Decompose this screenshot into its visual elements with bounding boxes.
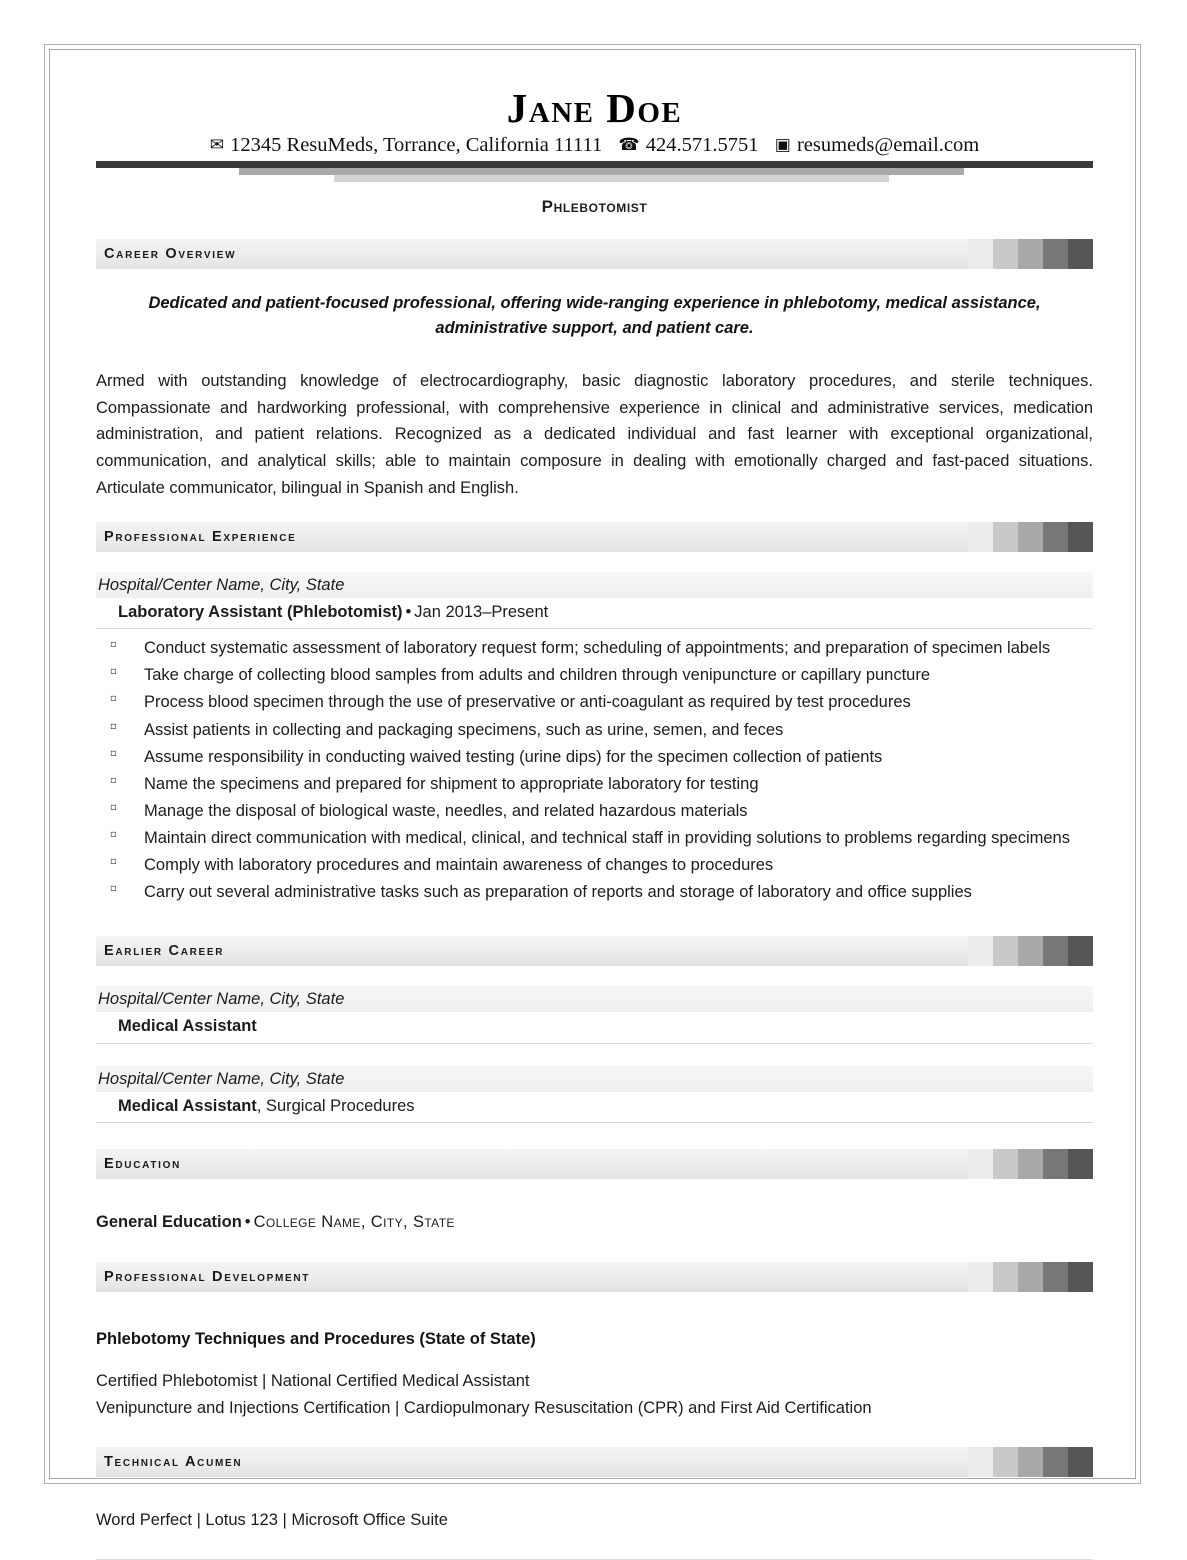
section-title-earlier-career: Earlier Career xyxy=(104,942,225,959)
candidate-name: Jane Doe xyxy=(506,85,683,131)
list-item xyxy=(96,689,1093,715)
earlier-role-2: Medical Assistant xyxy=(118,1096,257,1115)
header-rule-stack xyxy=(96,161,1093,183)
swatch-group-technical-acumen xyxy=(968,1447,1093,1477)
earlier-role-1: Medical Assistant xyxy=(118,1017,257,1036)
section-header-education xyxy=(96,1149,1093,1179)
spacer xyxy=(96,906,1093,936)
swatch-2 xyxy=(993,239,1018,269)
experience-bullet-list xyxy=(96,635,1093,905)
spacer xyxy=(96,556,1093,572)
swatch-group-earlier-career xyxy=(968,936,1093,966)
section-title-professional-development: Professional Development xyxy=(104,1268,311,1285)
swatch-1 xyxy=(968,1447,993,1477)
square-bullet-icon: ▫ xyxy=(110,855,117,867)
section-title-technical-acumen: Technical Acumen xyxy=(104,1453,243,1470)
career-summary: Dedicated and patient-focused professional, offering wide-ranging experience in phlebotomy, medical assistance, administrative support, and patient care. xyxy=(148,293,1041,338)
list-item xyxy=(96,744,1093,770)
job-title: Phlebotomist xyxy=(541,196,648,216)
swatch-3 xyxy=(1018,522,1043,552)
header-rule-mid xyxy=(239,168,964,175)
list-item xyxy=(96,771,1093,797)
spacer xyxy=(96,1044,1093,1066)
list-item xyxy=(96,852,1093,878)
experience-role-line xyxy=(96,598,1093,626)
list-item xyxy=(96,825,1093,851)
education-school: College Name, City, State xyxy=(253,1213,455,1232)
education-degree: General Education xyxy=(96,1213,242,1232)
swatch-1 xyxy=(968,239,993,269)
swatch-5 xyxy=(1068,1447,1093,1477)
swatch-3 xyxy=(1018,1149,1043,1179)
development-heading: Phlebotomy Techniques and Procedures (State of State) xyxy=(96,1329,536,1348)
square-bullet-icon: ▫ xyxy=(110,693,117,705)
experience-divider xyxy=(96,628,1093,629)
swatch-1 xyxy=(968,1149,993,1179)
header-rule-dark xyxy=(96,161,1093,168)
list-item xyxy=(96,879,1093,905)
list-item xyxy=(96,635,1093,661)
experience-dates: Jan 2013–Present xyxy=(414,602,549,621)
swatch-1 xyxy=(968,522,993,552)
experience-role: Laboratory Assistant (Phlebotomist) xyxy=(118,602,403,621)
swatch-group-professional-development xyxy=(968,1262,1093,1292)
swatch-3 xyxy=(1018,936,1043,966)
technical-acumen-line: Word Perfect | Lotus 123 | Microsoft Office Suite xyxy=(96,1510,448,1529)
spacer xyxy=(96,1123,1093,1149)
swatch-2 xyxy=(993,936,1018,966)
swatch-4 xyxy=(1043,1262,1068,1292)
square-bullet-icon: ▫ xyxy=(110,666,117,678)
swatch-4 xyxy=(1043,1447,1068,1477)
section-header-technical-acumen xyxy=(96,1447,1093,1477)
section-header-professional-development xyxy=(96,1262,1093,1292)
spacer xyxy=(96,1481,1093,1507)
bullet-text: Assume responsibility in conducting waived testing (urine dips) for the specimen collection of patients xyxy=(144,747,883,766)
computer-icon: ▣ xyxy=(774,134,791,155)
development-line-1: Certified Phlebotomist | National Certified Medical Assistant xyxy=(96,1372,530,1391)
spacer xyxy=(96,970,1093,986)
spacer xyxy=(96,1421,1093,1447)
spacer xyxy=(96,1183,1093,1209)
square-bullet-icon: ▫ xyxy=(110,639,117,651)
square-bullet-icon: ▫ xyxy=(110,882,117,894)
swatch-4 xyxy=(1043,522,1068,552)
list-item xyxy=(96,662,1093,688)
swatch-3 xyxy=(1018,1262,1043,1292)
square-bullet-icon: ▫ xyxy=(110,774,117,786)
bullet-text: Process blood specimen through the use of preservative or anti-coagulant as required by test procedures xyxy=(144,693,911,712)
section-title-education: Education xyxy=(104,1156,182,1173)
swatch-group-education xyxy=(968,1149,1093,1179)
list-item xyxy=(96,798,1093,824)
swatch-5 xyxy=(1068,1262,1093,1292)
swatch-3 xyxy=(1018,1447,1043,1477)
career-paragraph: Armed with outstanding knowledge of electrocardiography, basic diagnostic laboratory procedures, and sterile techniques. Compassionate and hardworking professional, with comprehensive experience in clinical and administrative services, medication administration, and patient relations. Recognized as a dedicated individual and fast learner with exceptional organizational, communication, and analytical skills; able to maintain composure in dealing with emotionally charged and fast-paced situations. Articulate communicator, bilingual in Spanish and English. xyxy=(96,372,1093,497)
section-title-professional-experience: Professional Experience xyxy=(104,528,297,545)
bullet-text: Assist patients in collecting and packaging specimens, such as urine, semen, and feces xyxy=(144,720,784,739)
spacer xyxy=(96,1236,1093,1262)
earlier-role-line-2 xyxy=(96,1092,1093,1120)
swatch-1 xyxy=(968,936,993,966)
page-border-outer xyxy=(44,44,1141,1529)
earlier-role-detail-2: , Surgical Procedures xyxy=(256,1096,415,1115)
experience-separator: • xyxy=(405,602,412,621)
contact-address: 12345 ResuMeds, Torrance, California 11111 xyxy=(230,133,603,156)
earlier-role-line-1 xyxy=(96,1012,1093,1040)
education-entry xyxy=(96,1209,1093,1235)
swatch-5 xyxy=(1068,239,1093,269)
swatch-group-professional-experience xyxy=(968,522,1093,552)
swatch-2 xyxy=(993,522,1018,552)
section-title-career-overview: Career Overview xyxy=(104,245,237,262)
bullet-text: Carry out several administrative tasks such as preparation of reports and storage of laboratory and office supplies xyxy=(144,882,972,901)
list-item xyxy=(96,717,1093,743)
earlier-company-2: Hospital/Center Name, City, State xyxy=(96,1066,1093,1092)
swatch-4 xyxy=(1043,936,1068,966)
swatch-2 xyxy=(993,1149,1018,1179)
mailbox-icon: ✉ xyxy=(209,134,225,155)
square-bullet-icon: ▫ xyxy=(110,747,117,759)
bullet-text: Manage the disposal of biological waste, needles, and related hazardous materials xyxy=(144,801,748,820)
earlier-company-1: Hospital/Center Name, City, State xyxy=(96,986,1093,1012)
swatch-5 xyxy=(1068,1149,1093,1179)
swatch-group-career-overview xyxy=(968,239,1093,269)
swatch-5 xyxy=(1068,936,1093,966)
swatch-1 xyxy=(968,1262,993,1292)
education-separator: • xyxy=(244,1213,251,1232)
bullet-text: Name the specimens and prepared for shipment to appropriate laboratory for testing xyxy=(144,774,759,793)
square-bullet-icon: ▫ xyxy=(110,801,117,813)
square-bullet-icon: ▫ xyxy=(110,720,117,732)
contact-line xyxy=(96,134,1093,157)
contact-phone: 424.571.5751 xyxy=(645,133,759,156)
header-rule-light xyxy=(334,175,889,182)
resume-document xyxy=(96,68,1093,1560)
bullet-text: Take charge of collecting blood samples from adults and children through venipuncture or capillary puncture xyxy=(144,666,931,685)
square-bullet-icon: ▫ xyxy=(110,828,117,840)
spacer xyxy=(96,1533,1093,1559)
swatch-4 xyxy=(1043,1149,1068,1179)
experience-company: Hospital/Center Name, City, State xyxy=(96,572,1093,598)
development-line-2: Venipuncture and Injections Certification | Cardiopulmonary Resuscitation (CPR) and First Aid Certification xyxy=(96,1398,872,1417)
bullet-text: Conduct systematic assessment of laboratory request form; scheduling of appointments; and preparation of specimen labels xyxy=(144,639,1051,658)
swatch-5 xyxy=(1068,522,1093,552)
swatch-2 xyxy=(993,1447,1018,1477)
spacer xyxy=(96,1352,1093,1368)
spacer xyxy=(96,1296,1093,1326)
bullet-text: Maintain direct communication with medical, clinical, and technical staff in providing solutions to problems regarding specimens xyxy=(144,828,1070,847)
contact-email: resumeds@email.com xyxy=(796,133,980,156)
section-header-professional-experience xyxy=(96,522,1093,552)
swatch-2 xyxy=(993,1262,1018,1292)
swatch-3 xyxy=(1018,239,1043,269)
swatch-4 xyxy=(1043,239,1068,269)
section-header-earlier-career xyxy=(96,936,1093,966)
page-border-inner xyxy=(49,49,1136,1529)
bullet-text: Comply with laboratory procedures and maintain awareness of changes to procedures xyxy=(144,855,774,874)
section-header-career-overview xyxy=(96,239,1093,269)
telephone-icon: ☎ xyxy=(618,134,640,155)
